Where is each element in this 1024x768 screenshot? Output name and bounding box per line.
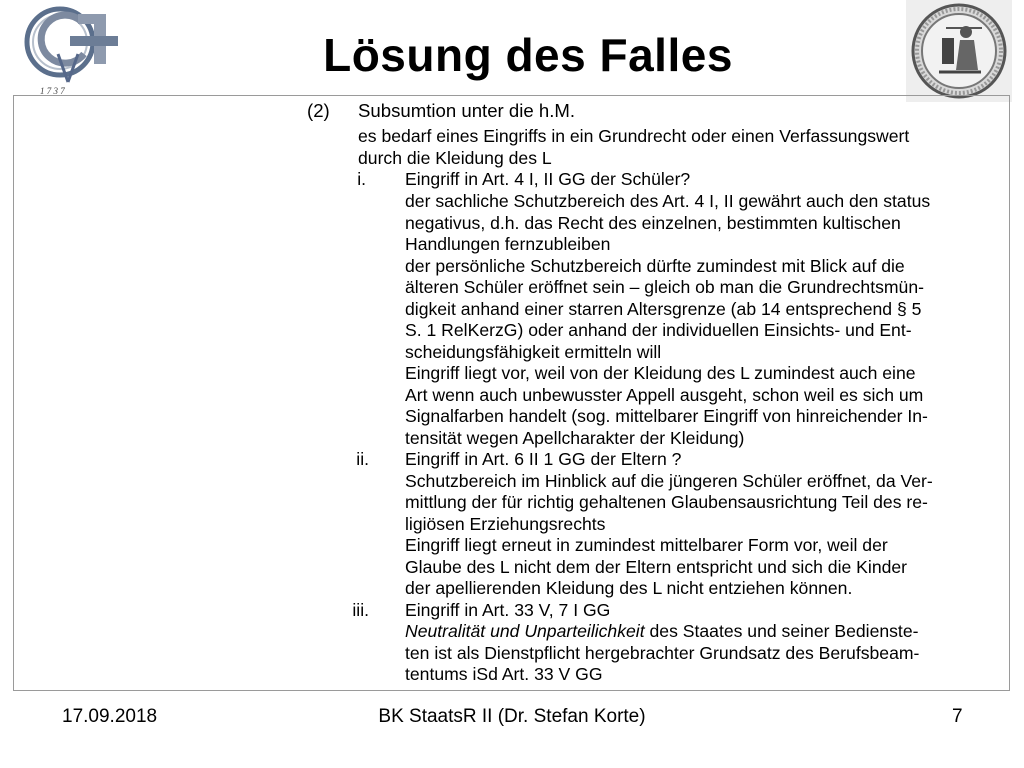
item-ii-line: Eingriff in Art. 6 II 1 GG der Eltern ? <box>405 449 682 469</box>
after-italic-text: des Staates und seiner Bedienste- <box>644 621 919 641</box>
item-i-line: Art wenn auch unbewusster Appell ausgeht, schon weil es sich um <box>405 385 924 405</box>
item-ii-line: ligiösen Erziehungsrechts <box>405 514 606 534</box>
item-ii-line: mittlung der für richtig gehaltenen Glaubensausrichtung Teil des re- <box>405 492 928 512</box>
footer-page-number: 7 <box>952 706 963 727</box>
item-i-line: älteren Schüler eröffnet sein – gleich ob man die Grundrechtsmün- <box>405 277 924 297</box>
item-iii-line <box>405 621 918 643</box>
item-i-line: Eingriff liegt vor, weil von der Kleidung des L zumindest auch eine <box>405 363 916 383</box>
item-ii-line: Glaube des L nicht dem der Eltern entspricht und sich die Kinder <box>405 557 908 577</box>
item-i-line: der persönliche Schutzbereich dürfte zumindest mit Blick auf die <box>405 256 905 276</box>
item-iii-marker: iii. <box>352 600 369 620</box>
footer-date: 17.09.2018 <box>62 706 158 727</box>
italic-phrase: Neutralität und Unparteilichkeit <box>405 621 645 641</box>
item-iii-line: ten ist als Dienstpflicht hergebrachter Grundsatz des Berufsbeam- <box>405 643 920 663</box>
item-i-line: negativus, d.h. das Recht des einzelnen, bestimmten kultischen <box>405 213 901 233</box>
logo-year-text: 1 7 3 7 <box>40 86 65 96</box>
intro-line-2: durch die Kleidung des L <box>358 148 552 168</box>
item-ii-line: der apellierenden Kleidung des L nicht entziehen können. <box>405 578 853 598</box>
page-title: Lösung des Falles <box>323 29 733 81</box>
item-i-line: digkeit anhand einer starren Altersgrenze (ab 14 entsprechend § 5 <box>405 299 922 319</box>
item-iii-line: tentums iSd Art. 33 V GG <box>405 664 603 684</box>
item-ii-line: Eingriff liegt erneut in zumindest mittelbarer Form vor, weil der <box>405 535 888 555</box>
item-iii-line: Eingriff in Art. 33 V, 7 I GG <box>405 600 611 620</box>
item-i-line: Eingriff in Art. 4 I, II GG der Schüler? <box>405 169 691 189</box>
intro-line-1: es bedarf eines Eingriffs in ein Grundrecht oder einen Verfassungswert <box>358 126 910 146</box>
item-i-line: Handlungen fernzubleiben <box>405 234 611 254</box>
item-i-marker: i. <box>357 169 366 189</box>
item-ii-marker: ii. <box>356 449 369 469</box>
item-i-line: der sachliche Schutzbereich des Art. 4 I, II gewährt auch den status <box>405 191 931 211</box>
footer-course: BK StaatsR II (Dr. Stefan Korte) <box>378 706 646 727</box>
item-ii-line: Schutzbereich im Hinblick auf die jüngeren Schüler eröffnet, da Ver- <box>405 471 933 491</box>
item-i-line: Signalfarben handelt (sog. mittelbarer Eingriff von hinreichender In- <box>405 406 928 426</box>
item-i-line: S. 1 RelKerzG) oder anhand der individuellen Einsichts- und Ent- <box>405 320 912 340</box>
section-heading: Subsumtion unter die h.M. <box>358 100 576 121</box>
item-i-line: tensität wegen Apellcharakter der Kleidung) <box>405 428 745 448</box>
section-number: (2) <box>307 100 330 121</box>
item-i-line: scheidungsfähigkeit ermitteln will <box>405 342 662 362</box>
